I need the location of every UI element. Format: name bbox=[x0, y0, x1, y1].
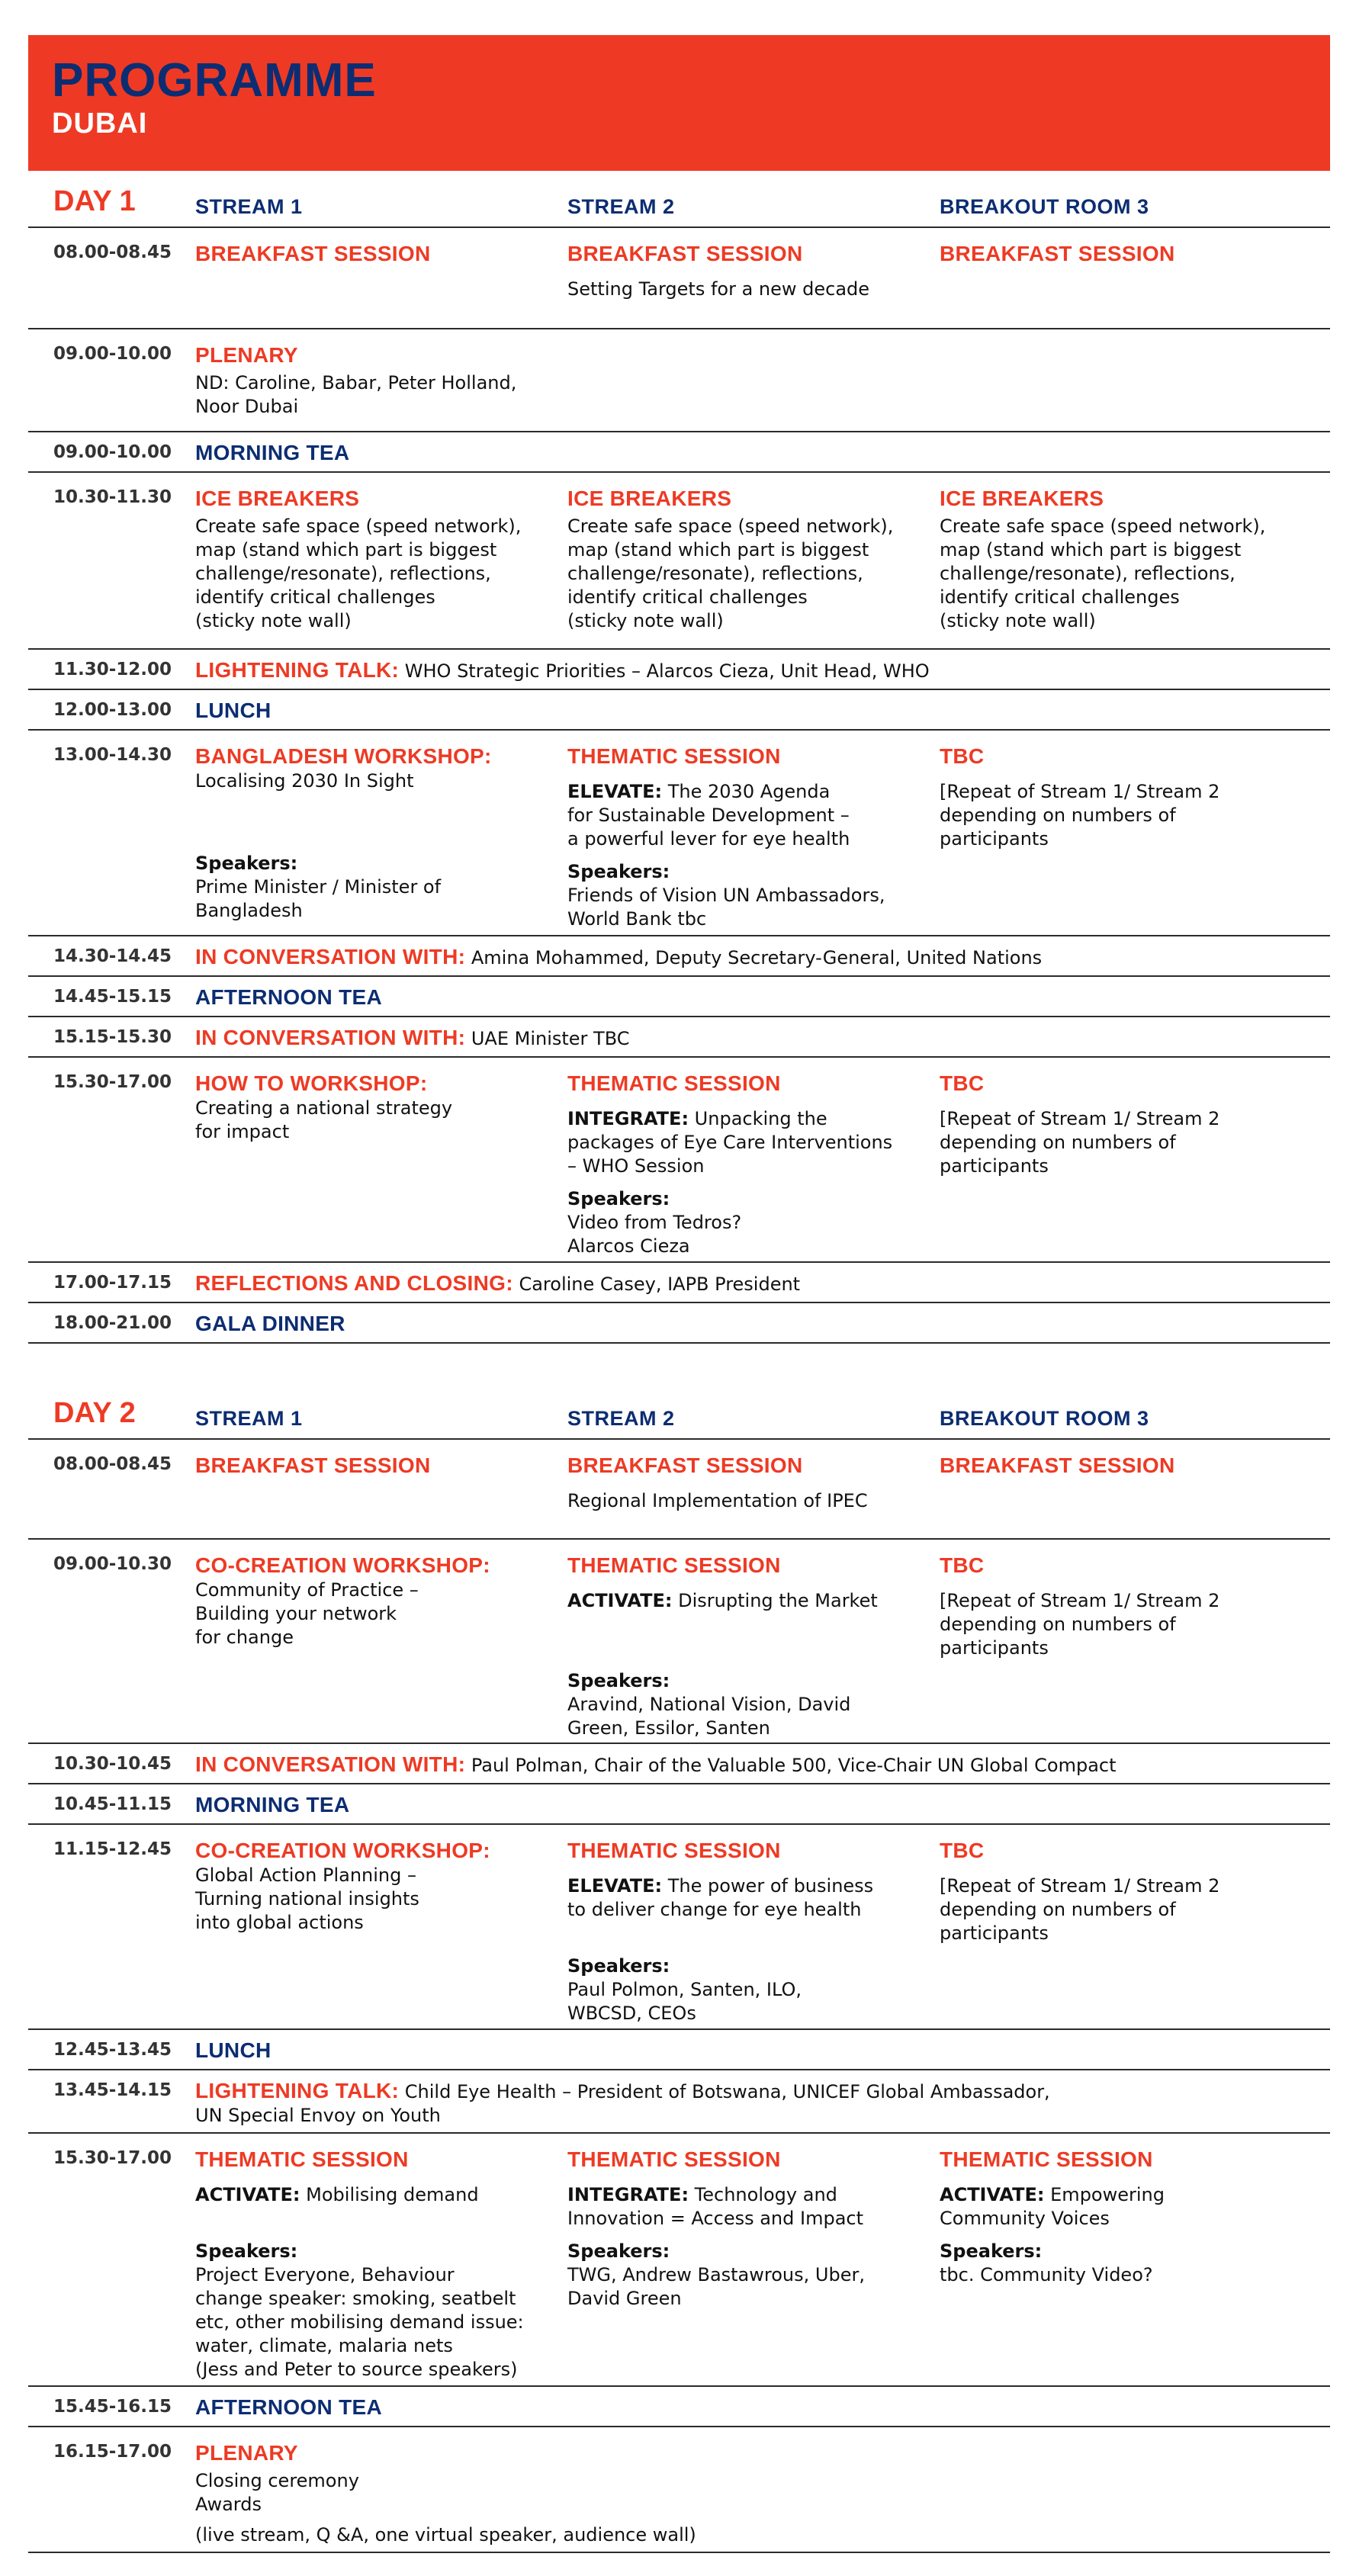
programme-header bbox=[28, 35, 1330, 171]
session-description: Creating a national strategy for impact bbox=[195, 1097, 453, 1142]
session-time: 10.30-10.45 bbox=[53, 1754, 172, 1774]
speakers-label: Speakers: bbox=[940, 2240, 1043, 2262]
session-description: ACTIVATE: Mobilising demand bbox=[195, 2183, 479, 2205]
session-time: 09.00-10.00 bbox=[53, 442, 172, 462]
speakers-label: Speakers: bbox=[567, 1187, 670, 1209]
programme-title: PROGRAMME bbox=[52, 54, 377, 107]
session-title: IN CONVERSATION WITH: bbox=[195, 945, 466, 968]
session-description: Localising 2030 In Sight bbox=[195, 769, 414, 792]
session-theme: ELEVATE: bbox=[567, 1874, 663, 1897]
session-row bbox=[0, 329, 1356, 431]
speakers-label: Speakers: bbox=[195, 852, 298, 874]
session-row bbox=[0, 730, 1356, 935]
session-theme: ACTIVATE: bbox=[567, 1589, 673, 1611]
session-description: Caroline Casey, IAPB President bbox=[513, 1274, 801, 1295]
session-title: BREAKFAST SESSION bbox=[940, 1453, 1175, 1477]
session-title: LIGHTENING TALK: bbox=[195, 2079, 400, 2102]
session-description: INTEGRATE: Unpacking the packages of Eye Care Interventions – WHO Session bbox=[567, 1107, 893, 1177]
session-title: BREAKFAST SESSION bbox=[195, 1453, 431, 1477]
session-row bbox=[0, 1743, 1356, 1783]
session-time: 09.00-10.00 bbox=[53, 344, 172, 364]
session-time: 17.00-17.15 bbox=[53, 1273, 172, 1293]
session-description: Create safe space (speed network), map (stand which part is biggest challenge/resonate), reflections, identify critical challenges (sticky note wall) bbox=[940, 515, 1266, 631]
session-title: BREAKFAST SESSION bbox=[567, 1453, 803, 1477]
session-title: ICE BREAKERS bbox=[195, 487, 360, 510]
session-title: THEMATIC SESSION bbox=[567, 2147, 781, 2171]
session-description: Create safe space (speed network), map (stand which part is biggest challenge/resonate), reflections, identify critical challenges (sticky note wall) bbox=[195, 515, 522, 631]
session-time: 08.00-08.45 bbox=[53, 1454, 172, 1474]
column-header-stream2: STREAM 2 bbox=[567, 195, 675, 218]
speakers-list: Aravind, National Vision, David Green, Essilor, Santen bbox=[567, 1693, 851, 1739]
session-theme: INTEGRATE: bbox=[567, 2183, 689, 2205]
session-note: (live stream, Q &A, one virtual speaker, audience wall) bbox=[195, 2523, 696, 2545]
session-time: 11.30-12.00 bbox=[53, 660, 172, 679]
session-title: TBC bbox=[940, 744, 985, 768]
session-row bbox=[0, 472, 1356, 648]
session-row bbox=[0, 2029, 1356, 2069]
session-title: BREAKFAST SESSION bbox=[940, 242, 1175, 265]
session-time: 14.30-14.45 bbox=[53, 946, 172, 966]
session-description: Amina Mohammed, Deputy Secretary-General, United Nations bbox=[465, 947, 1043, 968]
session-title: THEMATIC SESSION bbox=[567, 1071, 781, 1095]
speakers-list: Friends of Vision UN Ambassadors, World Bank tbc bbox=[567, 884, 885, 930]
session-row bbox=[0, 1439, 1356, 1538]
column-header-breakout3: BREAKOUT ROOM 3 bbox=[940, 1407, 1149, 1430]
session-description: [Repeat of Stream 1/ Stream 2 depending on numbers of participants bbox=[940, 1874, 1220, 1944]
session-title: LUNCH bbox=[195, 699, 272, 722]
location-subtitle: DUBAI bbox=[52, 108, 148, 140]
session-time: 09.00-10.30 bbox=[53, 1554, 172, 1574]
session-title: IN CONVERSATION WITH: bbox=[195, 1752, 466, 1776]
session-description: ELEVATE: The 2030 Agenda for Sustainable Development – a powerful lever for eye health bbox=[567, 780, 850, 850]
session-time: 13.00-14.30 bbox=[53, 745, 172, 765]
session-theme: ACTIVATE: bbox=[940, 2183, 1045, 2205]
session-title: BANGLADESH WORKSHOP: bbox=[195, 744, 492, 768]
session-title: GALA DINNER bbox=[195, 1312, 345, 1335]
session-description: Regional Implementation of IPEC bbox=[567, 1489, 868, 1511]
session-row bbox=[0, 1539, 1356, 1742]
speakers-label: Speakers: bbox=[567, 2240, 670, 2262]
session-description: [Repeat of Stream 1/ Stream 2 depending on numbers of participants bbox=[940, 1589, 1220, 1659]
session-description: Paul Polman, Chair of the Valuable 500, Vice-Chair UN Global Compact bbox=[465, 1755, 1117, 1776]
session-description: Create safe space (speed network), map (stand which part is biggest challenge/resonate), reflections, identify critical challenges (sticky note wall) bbox=[567, 515, 894, 631]
session-row bbox=[0, 689, 1356, 729]
session-row bbox=[0, 976, 1356, 1016]
speakers-list: TWG, Andrew Bastawrous, Uber, David Green bbox=[567, 2263, 865, 2309]
session-title: ICE BREAKERS bbox=[567, 487, 732, 510]
session-description: ELEVATE: The power of business to deliver change for eye health bbox=[567, 1874, 874, 1920]
session-title: PLENARY bbox=[195, 2441, 298, 2465]
session-row bbox=[0, 1017, 1356, 1056]
session-description: UAE Minister TBC bbox=[465, 1028, 630, 1049]
session-description-continued: UN Special Envoy on Youth bbox=[195, 2105, 441, 2126]
session-theme: ACTIVATE: bbox=[195, 2183, 300, 2205]
session-title: LUNCH bbox=[195, 2038, 272, 2062]
session-row bbox=[0, 649, 1356, 689]
session-time: 12.00-13.00 bbox=[53, 700, 172, 720]
session-title: PLENARY bbox=[195, 343, 298, 367]
session-theme: INTEGRATE: bbox=[567, 1107, 689, 1129]
session-title: BREAKFAST SESSION bbox=[567, 242, 803, 265]
session-row bbox=[0, 2386, 1356, 2426]
session-time: 15.30-17.00 bbox=[53, 1072, 172, 1092]
speakers-label: Speakers: bbox=[195, 2240, 298, 2262]
speakers-label: Speakers: bbox=[567, 1954, 670, 1977]
session-title: AFTERNOON TEA bbox=[195, 985, 383, 1009]
speakers-list: Video from Tedros? Alarcos Cieza bbox=[567, 1211, 742, 1257]
session-time: 18.00-21.00 bbox=[53, 1313, 172, 1333]
session-description: ND: Caroline, Babar, Peter Holland, Noor Dubai bbox=[195, 371, 517, 417]
session-title: AFTERNOON TEA bbox=[195, 2395, 383, 2419]
session-description: [Repeat of Stream 1/ Stream 2 depending on numbers of participants bbox=[940, 780, 1220, 850]
session-title: LIGHTENING TALK: bbox=[195, 658, 400, 682]
divider bbox=[28, 1342, 1330, 1344]
session-title: CO-CREATION WORKSHOP: bbox=[195, 1839, 490, 1862]
session-description: ACTIVATE: Empowering Community Voices bbox=[940, 2183, 1165, 2229]
session-description: Child Eye Health – President of Botswana, UNICEF Global Ambassador, bbox=[399, 2081, 1050, 2102]
session-title: BREAKFAST SESSION bbox=[195, 242, 431, 265]
session-title: TBC bbox=[940, 1839, 985, 1862]
session-title: MORNING TEA bbox=[195, 441, 350, 464]
session-description: Global Action Planning – Turning national insights into global actions bbox=[195, 1864, 419, 1933]
session-title: TBC bbox=[940, 1553, 985, 1577]
session-time: 08.00-08.45 bbox=[53, 243, 172, 262]
session-title: IN CONVERSATION WITH: bbox=[195, 1026, 466, 1049]
session-row bbox=[0, 1784, 1356, 1823]
session-title: ICE BREAKERS bbox=[940, 487, 1104, 510]
session-title: THEMATIC SESSION bbox=[940, 2147, 1153, 2171]
speakers-list: Project Everyone, Behaviour change speaker: smoking, seatbelt etc, other mobilising demand issue: water, climate, malaria nets (Jess and Peter to source speakers) bbox=[195, 2263, 524, 2380]
session-title: THEMATIC SESSION bbox=[195, 2147, 409, 2171]
session-row bbox=[0, 2427, 1356, 2552]
column-header-stream1: STREAM 1 bbox=[195, 1407, 303, 1430]
session-description: ACTIVATE: Disrupting the Market bbox=[567, 1589, 878, 1611]
speakers-list: Paul Polmon, Santen, ILO, WBCSD, CEOs bbox=[567, 1978, 802, 2024]
day-label: DAY 1 bbox=[53, 185, 136, 217]
column-header-stream2: STREAM 2 bbox=[567, 1407, 675, 1430]
divider bbox=[28, 2552, 1330, 2553]
session-description: Closing ceremony Awards bbox=[195, 2469, 359, 2515]
session-time: 10.45-11.15 bbox=[53, 1794, 172, 1814]
session-title: THEMATIC SESSION bbox=[567, 744, 781, 768]
session-row bbox=[0, 2133, 1356, 2385]
session-title: HOW TO WORKSHOP: bbox=[195, 1071, 428, 1095]
session-theme: ELEVATE: bbox=[567, 780, 663, 802]
session-description: Community of Practice – Building your network for change bbox=[195, 1579, 419, 1648]
session-row bbox=[0, 1262, 1356, 1302]
speakers-label: Speakers: bbox=[567, 1669, 670, 1691]
session-time: 15.15-15.30 bbox=[53, 1027, 172, 1047]
session-time: 15.45-16.15 bbox=[53, 2397, 172, 2417]
session-row bbox=[0, 1057, 1356, 1261]
speakers-list: Prime Minister / Minister of Bangladesh bbox=[195, 875, 442, 921]
session-description: INTEGRATE: Technology and Innovation = Access and Impact bbox=[567, 2183, 864, 2229]
speakers-list: tbc. Community Video? bbox=[940, 2263, 1153, 2285]
session-row bbox=[0, 432, 1356, 471]
session-time: 11.15-12.45 bbox=[53, 1839, 172, 1859]
session-row bbox=[0, 1824, 1356, 2028]
session-title: TBC bbox=[940, 1071, 985, 1095]
session-description: Setting Targets for a new decade bbox=[567, 278, 870, 300]
session-time: 14.45-15.15 bbox=[53, 987, 172, 1007]
speakers-label: Speakers: bbox=[567, 860, 670, 882]
session-title: THEMATIC SESSION bbox=[567, 1839, 781, 1862]
session-time: 13.45-14.15 bbox=[53, 2080, 172, 2100]
column-header-breakout3: BREAKOUT ROOM 3 bbox=[940, 195, 1149, 218]
column-header-stream1: STREAM 1 bbox=[195, 195, 303, 218]
session-title: REFLECTIONS AND CLOSING: bbox=[195, 1271, 513, 1295]
session-title: THEMATIC SESSION bbox=[567, 1553, 781, 1577]
session-row bbox=[0, 936, 1356, 975]
session-row bbox=[0, 227, 1356, 328]
session-time: 15.30-17.00 bbox=[53, 2148, 172, 2168]
session-time: 10.30-11.30 bbox=[53, 487, 172, 507]
session-time: 16.15-17.00 bbox=[53, 2442, 172, 2462]
session-title: MORNING TEA bbox=[195, 1793, 350, 1816]
session-time: 12.45-13.45 bbox=[53, 2040, 172, 2060]
day-label: DAY 2 bbox=[53, 1397, 136, 1429]
session-row bbox=[0, 2070, 1356, 2132]
session-description: [Repeat of Stream 1/ Stream 2 depending on numbers of participants bbox=[940, 1107, 1220, 1177]
session-row bbox=[0, 1302, 1356, 1342]
session-title: CO-CREATION WORKSHOP: bbox=[195, 1553, 490, 1577]
session-description: WHO Strategic Priorities – Alarcos Cieza, Unit Head, WHO bbox=[399, 660, 930, 682]
